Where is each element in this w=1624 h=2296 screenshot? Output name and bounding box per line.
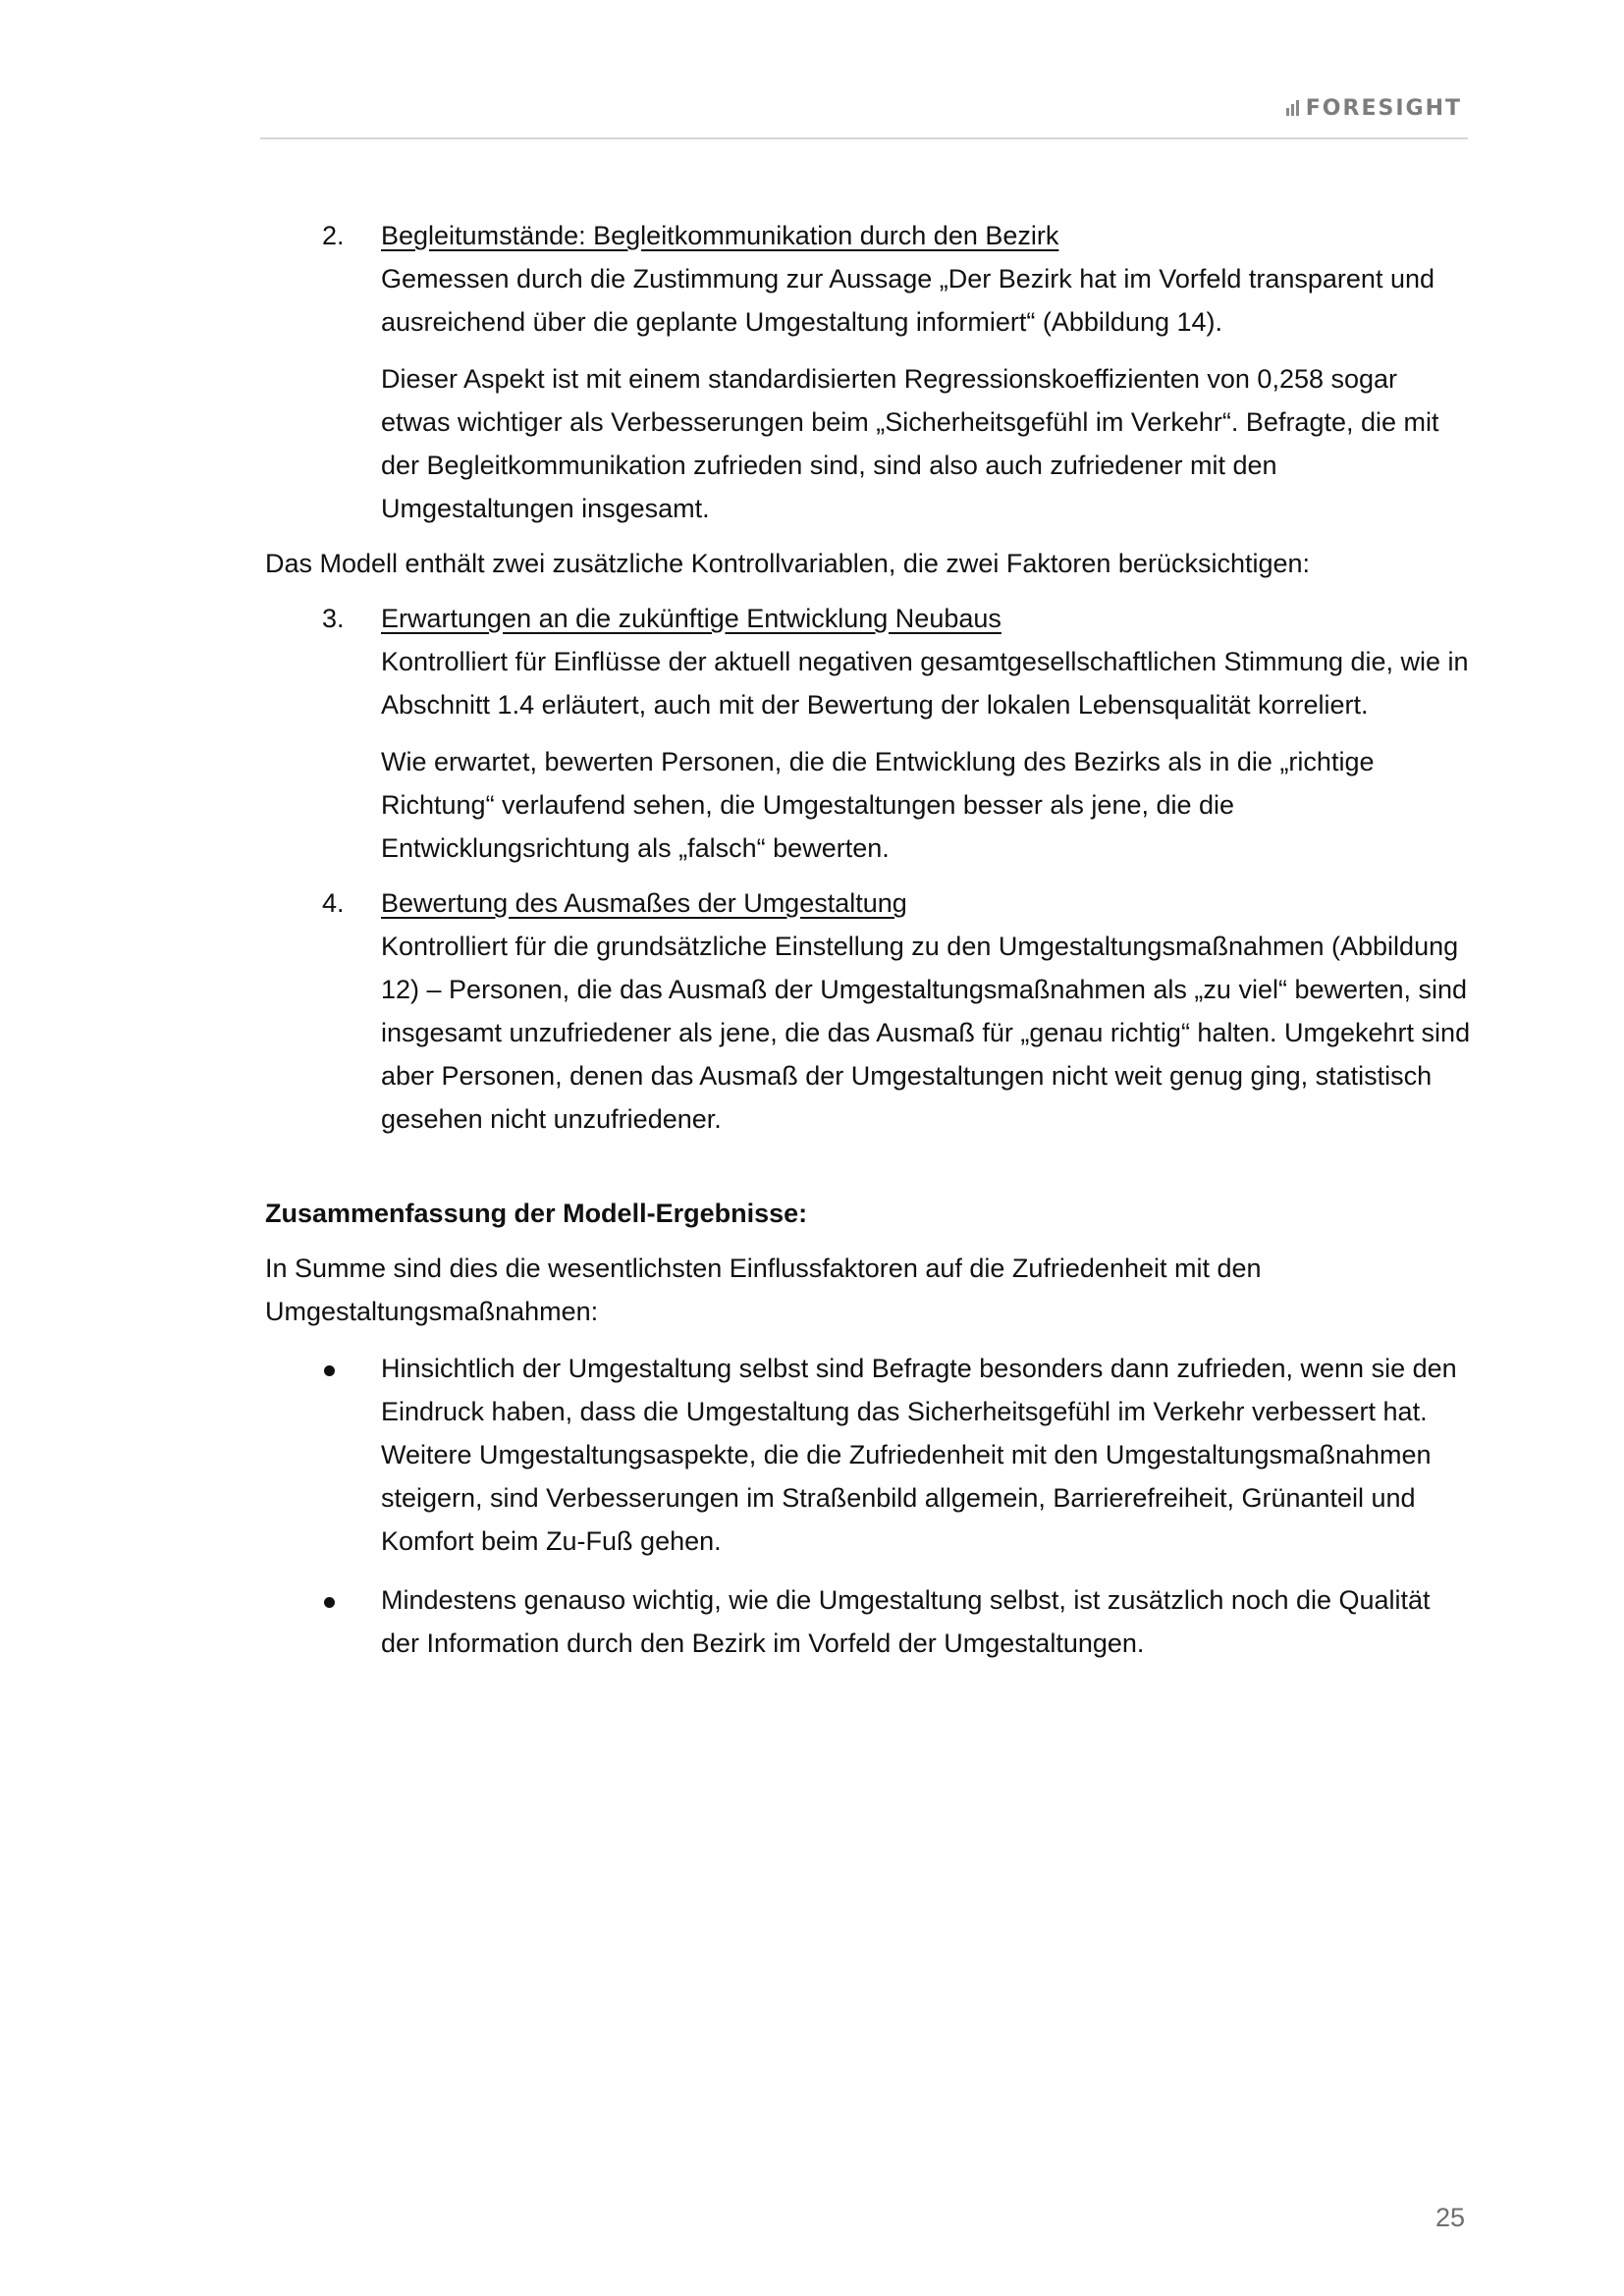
page-content [265,214,1471,1681]
list-item-4 [265,881,1471,1141]
bullet-text: Mindestens genauso wichtig, wie die Umgestaltung selbst, ist zusätzlich noch die Qualität der Information durch den Bezirk im Vorfeld der Umgestaltungen. [381,1585,1431,1658]
item-text: Kontrolliert für Einflüsse der aktuell negativen gesamtgesellschaftlichen Stimmung die, wie in Abschnitt 1.4 erläutert, auch mit der Bewertung der lokalen Lebensqualität korreliert. [381,647,1469,720]
item-paragraph: Wie erwartet, bewerten Personen, die die Entwicklung des Bezirks als in die „richtige Richtung“ verlaufend sehen, die Umgestaltungen besser als jene, die die Entwicklungsrichtung als „falsch“ bewerten. [381,747,1375,863]
logo-text: FORESIGHT [1305,96,1462,121]
item-body [381,881,1471,1141]
summary-bullet [265,1347,1471,1563]
list-item-3 [265,597,1471,870]
item-number: 4. [322,888,345,918]
bullet-icon [324,1597,335,1608]
summary-heading: Zusammenfassung der Modell-Ergebnisse: [265,1199,808,1228]
list-item-2 [265,214,1471,530]
bullet-icon [324,1365,335,1376]
item-text: Gemessen durch die Zustimmung zur Aussage „Der Bezirk hat im Vorfeld transparent und ausreichend über die geplante Umgestaltung informiert“ (Abbildung 14). [381,264,1435,337]
item-text: Kontrolliert für die grundsätzliche Einstellung zu den Umgestaltungsmaßnahmen (Abbildung 12) – Personen, die das Ausmaß der Umgestaltungsmaßnahmen als „zu viel“ bewerten, sind insgesamt unzufriedener als jene, die das Ausmaß für „genau richtig“ halten. Umgekehrt sind aber Personen, denen das Ausmaß der Umgestaltungen nicht weit genug ging, statistisch gesehen nicht unzufriedener. [381,932,1471,1134]
item-paragraph: Dieser Aspekt ist mit einem standardisierten Regressionskoeffizienten von 0,258 sogar etwas wichtiger als Verbesserungen beim „Sicherheitsgefühl im Verkehr“. Befragte, die mit der Begleitkommunikation zufrieden sind, sind also auch zufriedener mit den Umgestaltungen insgesamt. [381,364,1439,523]
item-body [381,597,1471,726]
control-variables-intro: Das Modell enthält zwei zusätzliche Kontrollvariablen, die zwei Faktoren berücksichtigen: [265,549,1311,578]
item-title: Bewertung des Ausmaßes der Umgestaltung [381,888,907,918]
item-body [381,214,1471,344]
bullet-text: Hinsichtlich der Umgestaltung selbst sind Befragte besonders dann zufrieden, wenn sie den Eindruck haben, dass die Umgestaltung das Sicherheitsgefühl im Verkehr verbessert hat. Weitere Umgestaltungsaspekte, die die Zufriedenheit mit den Umgestaltungsmaßnahmen steigern, sind Verbesserungen im Straßenbild allgemein, Barrierefreiheit, Grünanteil und Komfort beim Zu-Fuß gehen. [381,1354,1457,1556]
page-number: 25 [1435,2203,1465,2232]
summary-bullet [265,1578,1471,1665]
item-title: Erwartungen an die zukünftige Entwicklung Neubaus [381,604,1001,633]
page-header [260,90,1468,139]
item-title: Begleitumstände: Begleitkommunikation durch den Bezirk [381,221,1059,250]
summary-intro: In Summe sind dies die wesentlichsten Einflussfaktoren auf die Zufriedenheit mit den Umgestaltungsmaßnahmen: [265,1254,1262,1326]
item-number: 3. [322,604,345,633]
item-number: 2. [322,221,345,250]
logo-bars-icon [1286,100,1301,116]
foresight-logo [1286,96,1462,121]
